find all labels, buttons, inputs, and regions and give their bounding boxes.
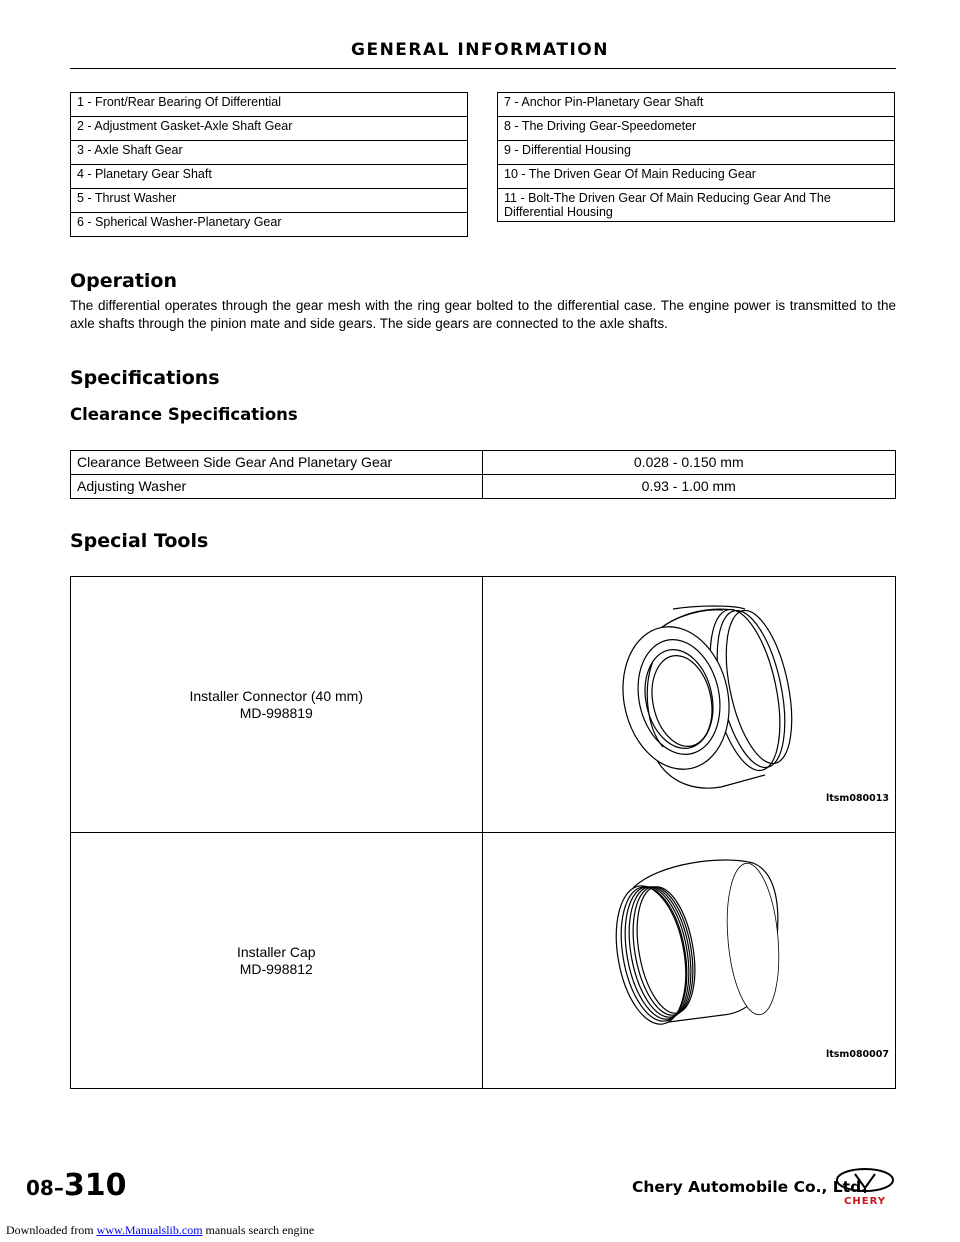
operation-paragraph: The differential operates through the gear mesh with the ring gear bolted to the differential case. The engine power is transmitted to the axle shafts through the pinion mate and side gears. The side gears are connected to the axle shafts. <box>70 298 896 331</box>
legend-item: 7 - Anchor Pin-Planetary Gear Shaft <box>498 93 895 117</box>
operation-heading: Operation <box>70 270 178 292</box>
clearance-specifications-heading: Clearance Specifications <box>70 405 298 424</box>
legend-item: 10 - The Driven Gear Of Main Reducing Gear <box>498 165 895 189</box>
spec-value: 0.93 - 1.00 mm <box>482 475 895 499</box>
image-code: ltsm080007 <box>825 1049 889 1060</box>
logo-text: CHERY <box>844 1196 886 1206</box>
spec-value: 0.028 - 0.150 mm <box>482 451 895 475</box>
legend-item: 5 - Thrust Washer <box>71 189 468 213</box>
legend-item: 8 - The Driving Gear-Speedometer <box>498 117 895 141</box>
table-row <box>71 451 896 475</box>
table-row <box>71 577 896 833</box>
spec-item: Adjusting Washer <box>71 475 483 499</box>
page-header-title: GENERAL INFORMATION <box>351 40 609 60</box>
special-tools-heading: Special Tools <box>70 530 209 552</box>
download-prefix: Downloaded from <box>6 1223 97 1237</box>
legend-item: 9 - Differential Housing <box>498 141 895 165</box>
tool-part-number: MD-998819 <box>239 704 313 721</box>
legend-item: 4 - Planetary Gear Shaft <box>71 165 468 189</box>
chery-logo <box>833 1166 897 1206</box>
page-number <box>26 1168 126 1203</box>
tool-name: Installer Cap <box>236 943 316 960</box>
legend-item: 3 - Axle Shaft Gear <box>71 141 468 165</box>
tool-name-cell <box>71 833 483 1089</box>
tool-image-cell <box>482 577 895 833</box>
spec-item: Clearance Between Side Gear And Planetary Gear <box>71 451 483 475</box>
tool-name-cell <box>71 577 483 833</box>
section-number: 08– <box>26 1176 64 1200</box>
company-name: Chery Automobile Co., Ltd. <box>632 1178 868 1196</box>
download-suffix: manuals search engine <box>202 1223 315 1237</box>
tool-image-cell <box>482 833 895 1089</box>
specifications-heading: Specifications <box>70 367 220 389</box>
legend-item: 6 - Spherical Washer-Planetary Gear <box>71 213 468 237</box>
header-divider <box>70 68 896 69</box>
download-attribution <box>6 1223 314 1238</box>
legend-item: 2 - Adjustment Gasket-Axle Shaft Gear <box>71 117 468 141</box>
special-tools-table <box>70 576 896 1089</box>
image-code: ltsm080013 <box>825 793 889 804</box>
tool-name: Installer Connector (40 mm) <box>189 687 364 704</box>
legend-item: 11 - Bolt-The Driven Gear Of Main Reducing Gear And The Differential Housing <box>498 189 895 222</box>
page-number-value: 310 <box>63 1168 127 1203</box>
manualslib-link[interactable]: www.Manualslib.com <box>96 1223 203 1237</box>
legend-table-left <box>70 92 468 237</box>
legend-table-right <box>497 92 895 222</box>
table-row <box>71 475 896 499</box>
table-row <box>71 833 896 1089</box>
legend-item: 1 - Front/Rear Bearing Of Differential <box>71 93 468 117</box>
clearance-spec-table <box>70 450 896 499</box>
tool-part-number: MD-998812 <box>239 960 313 977</box>
